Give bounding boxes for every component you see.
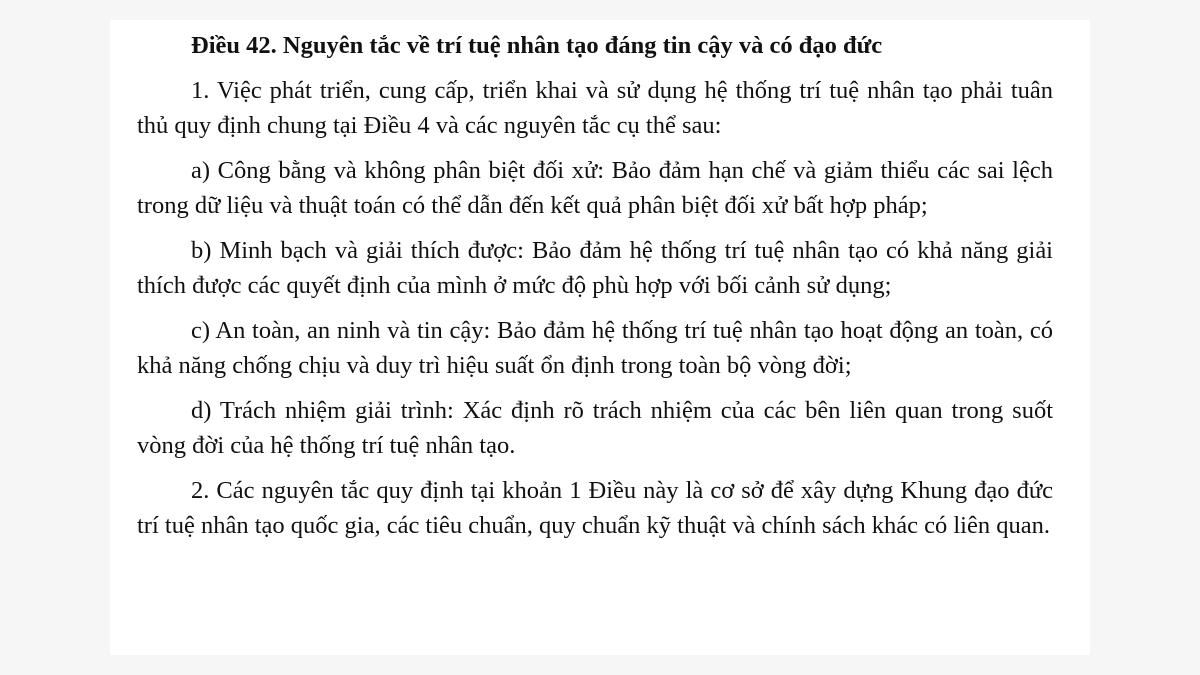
clause-1: 1. Việc phát triển, cung cấp, triển khai và sử dụng hệ thống trí tuệ nhân tạo phải tuân thủ quy định chung tại Điều 4 và các nguyên tắc cụ thể sau: bbox=[137, 77, 1053, 139]
document-body bbox=[137, 28, 1053, 543]
clause-2: 2. Các nguyên tắc quy định tại khoản 1 Điều này là cơ sở để xây dựng Khung đạo đức trí tuệ nhân tạo quốc gia, các tiêu chuẩn, quy chuẩn kỹ thuật và chính sách khác có liên quan. bbox=[137, 477, 1053, 539]
item-d: d) Trách nhiệm giải trình: Xác định rõ trách nhiệm của các bên liên quan trong suốt vòng đời của hệ thống trí tuệ nhân tạo. bbox=[137, 397, 1053, 459]
article-title: Điều 42. Nguyên tắc về trí tuệ nhân tạo đáng tin cậy và có đạo đức bbox=[191, 32, 883, 59]
item-b: b) Minh bạch và giải thích được: Bảo đảm hệ thống trí tuệ nhân tạo có khả năng giải thích được các quyết định của mình ở mức độ phù hợp với bối cảnh sử dụng; bbox=[137, 237, 1053, 299]
item-c: c) An toàn, an ninh và tin cậy: Bảo đảm hệ thống trí tuệ nhân tạo hoạt động an toàn, có khả năng chống chịu và duy trì hiệu suất ổn định trong toàn bộ vòng đời; bbox=[137, 317, 1053, 379]
item-a: a) Công bằng và không phân biệt đối xử: Bảo đảm hạn chế và giảm thiểu các sai lệch trong dữ liệu và thuật toán có thể dẫn đến kết quả phân biệt đối xử bất hợp pháp; bbox=[137, 157, 1053, 219]
